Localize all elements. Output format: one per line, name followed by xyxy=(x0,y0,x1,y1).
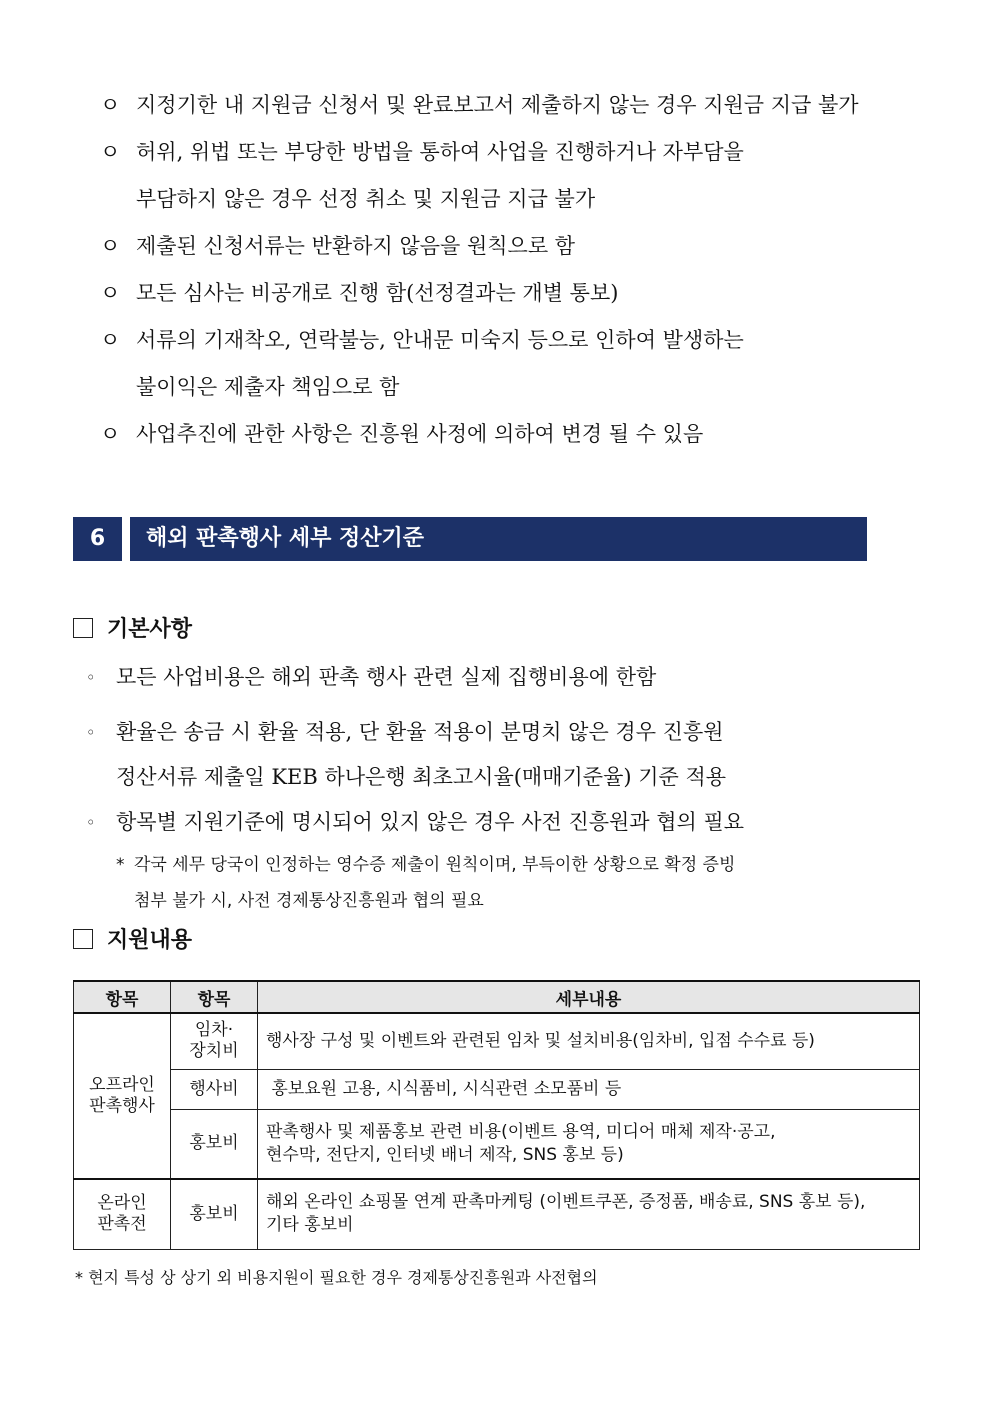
basic-text: 항목별 지원기준에 명시되어 있지 않은 경우 사전 진흥원과 협의 필요 xyxy=(116,810,745,834)
basic-text: 정산서류 제출일 KEB 하나은행 최초고시율(매매기준율) 기준 적용 xyxy=(116,765,727,789)
desc-cell: 해외 온라인 쇼핑몰 연계 판촉마케팅 (이벤트쿠폰, 증정품, 배송료, SNS 홍보 등), 기타 홍보비 xyxy=(258,1179,920,1249)
bullet-marker: ㅇ xyxy=(100,234,121,258)
basic-list xyxy=(86,655,920,919)
item-cell: 홍보비 xyxy=(171,1109,258,1179)
note-text: 첨부 불가 시, 사전 경제통상진흥원과 협의 필요 xyxy=(134,891,484,911)
support-table xyxy=(73,980,920,1250)
section-number: 6 xyxy=(73,517,122,561)
rule-text: 모든 심사는 비공개로 진행 함(선정결과는 개별 통보) xyxy=(136,281,619,305)
header-cell: 세부내용 xyxy=(258,981,920,1013)
rule-item xyxy=(100,411,920,458)
section-title: 해외 판촉행사 세부 정산기준 xyxy=(130,517,867,561)
item-cell: 행사비 xyxy=(171,1069,258,1109)
rule-text: 허위, 위법 또는 부당한 방법을 통하여 사업을 진행하거나 자부담을 xyxy=(136,140,744,164)
rule-item xyxy=(100,82,920,129)
bullet-marker: ◦ xyxy=(86,723,96,742)
asterisk-marker: * xyxy=(116,855,125,875)
bullet-marker: ㅇ xyxy=(100,93,121,117)
table-row xyxy=(74,1179,920,1249)
desc-cell: 판촉행사 및 제품홍보 관련 비용(이벤트 용역, 미디어 매체 제작·공고, 현수막, 전단지, 인터넷 배너 제작, SNS 홍보 등) xyxy=(258,1109,920,1179)
table-row xyxy=(74,1109,920,1179)
rule-text: 부담하지 않은 경우 선정 취소 및 지원금 지급 불가 xyxy=(136,187,596,211)
rule-text: 제출된 신청서류는 반환하지 않음을 원칙으로 함 xyxy=(136,234,576,258)
basic-item xyxy=(86,710,920,800)
bullet-marker: ㅇ xyxy=(100,140,121,164)
bullet-marker: ㅇ xyxy=(100,328,121,352)
basic-heading-text: 기본사항 xyxy=(107,617,193,642)
table-row xyxy=(74,1069,920,1109)
bullet-marker: ㅇ xyxy=(100,422,121,446)
bullet-marker: ◦ xyxy=(86,813,96,832)
checkbox-square-icon xyxy=(73,618,93,638)
rule-item xyxy=(100,317,920,411)
basic-heading xyxy=(73,614,192,646)
checkbox-square-icon xyxy=(73,929,93,949)
rule-item xyxy=(100,129,920,223)
header-cell: 항목 xyxy=(171,981,258,1013)
item-cell: 임차· 장치비 xyxy=(171,1013,258,1069)
desc-cell: 홍보요원 고용, 시식품비, 시식관련 소모품비 등 xyxy=(258,1069,920,1109)
basic-text: 환율은 송금 시 환율 적용, 단 환율 적용이 분명치 않은 경우 진흥원 xyxy=(116,720,724,744)
header-cell: 항목 xyxy=(74,981,171,1013)
support-heading xyxy=(73,925,192,957)
basic-item xyxy=(86,800,920,845)
rule-text: 지정기한 내 지원금 신청서 및 완료보고서 제출하지 않는 경우 지원금 지급 불가 xyxy=(136,93,859,117)
rule-text: 사업추진에 관한 사항은 진흥원 사정에 의하여 변경 될 수 있음 xyxy=(136,422,704,446)
category-cell: 오프라인 판촉행사 xyxy=(74,1013,171,1179)
rule-text: 불이익은 제출자 책임으로 함 xyxy=(136,375,400,399)
item-cell: 홍보비 xyxy=(171,1179,258,1249)
bullet-marker: ◦ xyxy=(86,668,96,687)
support-heading-text: 지원내용 xyxy=(107,928,193,953)
category-cell: 온라인 판촉전 xyxy=(74,1179,171,1249)
note-text: 각국 세무 당국이 인정하는 영수증 제출이 원칙이며, 부득이한 상황으로 확정 증빙 xyxy=(134,855,736,875)
basic-note xyxy=(86,847,920,919)
rule-list xyxy=(100,82,920,458)
basic-text: 모든 사업비용은 해외 판촉 행사 관련 실제 집행비용에 한함 xyxy=(116,665,657,689)
footnote: * 현지 특성 상 상기 외 비용지원이 필요한 경우 경제통상진흥원과 사전협의 xyxy=(75,1268,598,1287)
table-header-row xyxy=(74,981,920,1013)
table-row xyxy=(74,1013,920,1069)
bullet-marker: ㅇ xyxy=(100,281,121,305)
rule-text: 서류의 기재착오, 연락불능, 안내문 미숙지 등으로 인하여 발생하는 xyxy=(136,328,744,352)
rule-item xyxy=(100,270,920,317)
desc-cell: 행사장 구성 및 이벤트와 관련된 임차 및 설치비용(임차비, 입점 수수료 등) xyxy=(258,1013,920,1069)
basic-item xyxy=(86,655,920,700)
rule-item xyxy=(100,223,920,270)
